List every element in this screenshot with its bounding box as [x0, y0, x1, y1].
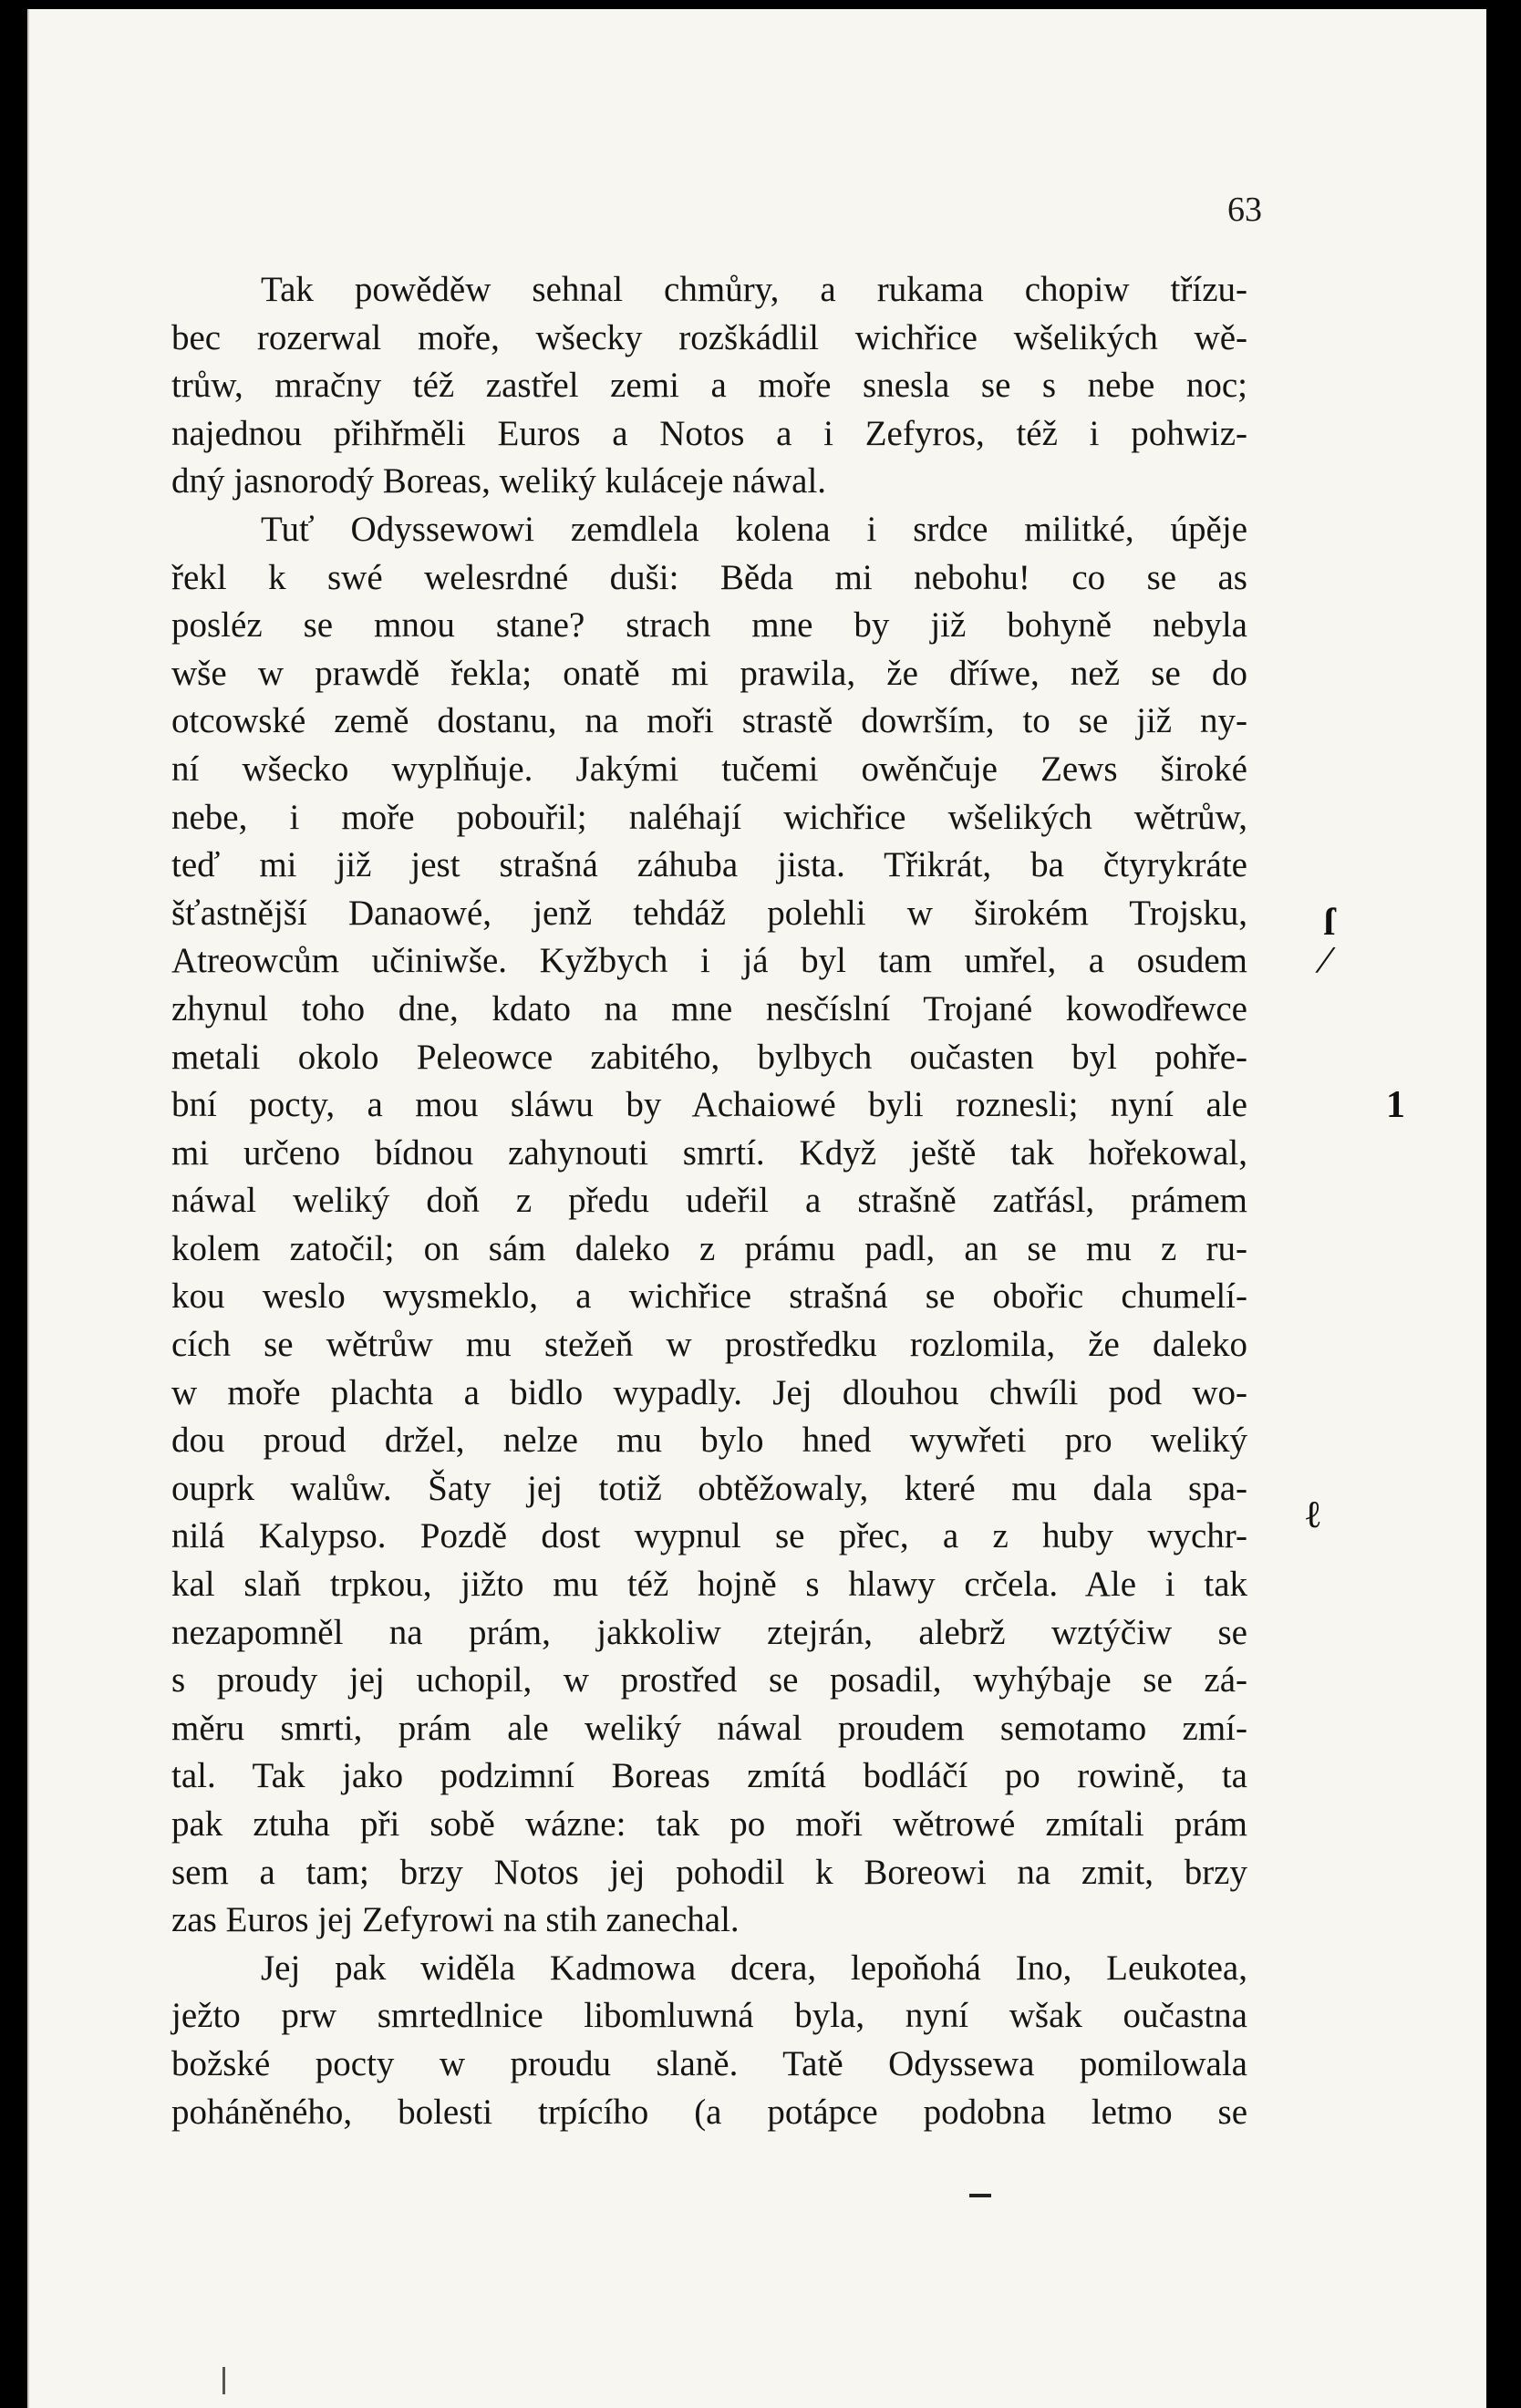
text-line: teď mi již jest strašná záhuba jista. Třikrát, ba čtyrykráte: [171, 845, 1247, 885]
text-line: mi určeno bídnou zahynouti smrtí. Když ještě tak hořekowal,: [171, 1132, 1247, 1173]
text-line: řekl k swé welesrdné duši: Běda mi nebohu! co se as: [171, 557, 1247, 597]
body-text: [171, 266, 1247, 2136]
page-dash: [969, 2194, 991, 2197]
text-line: kal slaň trpkou, jižto mu též hojně s hlawy crčela. Ale i tak: [171, 1565, 1247, 1605]
margin-annotation: ℓ: [1306, 1494, 1320, 1536]
text-line: metali okolo Peleowce zabitého, bylbych oučasten byl pohře-: [171, 1037, 1247, 1077]
text-line: Tuť Odyssewowi zemdlela kolena i srdce militké, úpěje: [261, 509, 1247, 549]
text-line: cích se wětrůw mu stežeň w prostředku rozlomila, že daleko: [171, 1325, 1247, 1365]
text-line: Tak powěděw sehnal chmůry, a rukama chopiw třízu-: [261, 270, 1247, 309]
text-line: dou proud držel, nelze mu bylo hned wywřeti pro weliký: [171, 1421, 1247, 1461]
text-line: ní wšecko wyplňuje. Jakými tučemi owěnčuje Zews široké: [171, 749, 1247, 789]
text-line: náwal weliký doň z předu udeřil a strašně zatřásl, prámem: [171, 1181, 1247, 1221]
gutter-mark: [222, 2367, 225, 2394]
text-line: dný jasnorodý Boreas, weliký kuláceje náwal.: [171, 461, 827, 501]
text-line: božské pocty w proudu slaně. Tatě Odyssewa pomilowala: [171, 2043, 1247, 2083]
page-number: 63: [1227, 191, 1262, 229]
text-line: trůw, mračny též zastřel zemi a moře snesla se s nebe noc;: [171, 366, 1247, 406]
margin-annotation: ⁄: [1322, 940, 1330, 982]
text-line: kou weslo wysmeklo, a wichřice strašná se obořic chumelí-: [171, 1276, 1247, 1317]
text-line: bec rozerwal moře, wšecky rozškádlil wichřice wšelikých wě-: [171, 317, 1247, 357]
text-line: měru smrti, prám ale weliký náwal proudem semotamo zmí-: [171, 1708, 1247, 1748]
margin-annotation: 1: [1386, 1084, 1405, 1126]
text-line: nebe, i moře pobouřil; naléhají wichřice wšelikých wětrůw,: [171, 797, 1247, 837]
text-line: zhynul toho dne, kdato na mne nesčíslní Trojané kowodřewce: [171, 988, 1247, 1028]
text-line: pak ztuha při sobě wázne: tak po moři wětrowé zmítali prám: [171, 1804, 1247, 1844]
text-line: ouprk walůw. Šaty jej totiž obtěžowaly, které mu dala spa-: [171, 1468, 1247, 1508]
text-line: tal. Tak jako podzimní Boreas zmítá bodláčí po rowině, ta: [171, 1756, 1247, 1796]
text-line: sem a tam; brzy Notos jej pohodil k Boreowi na zmit, brzy: [171, 1852, 1247, 1892]
text-line: šťastnější Danaowé, jenž tehdáž polehli w širokém Trojsku,: [171, 893, 1247, 933]
text-line: s proudy jej uchopil, w prostřed se posadil, wyhýbaje se zá-: [171, 1660, 1247, 1700]
text-line: wše w prawdě řekla; onatě mi prawila, že dříwe, než se do: [171, 653, 1247, 693]
text-line: zas Euros jej Zefyrowi na stih zanechal.: [171, 1900, 740, 1940]
text-line: posléz se mnou stane? strach mne by již bohyně nebyla: [171, 605, 1247, 646]
text-line: nilá Kalypso. Pozdě dost wypnul se přec, a z huby wychr-: [171, 1516, 1247, 1556]
margin-annotation: ſ: [1324, 902, 1335, 944]
text-line: Jej pak widěla Kadmowa dcera, lepoňohá Ino, Leukotea,: [261, 1948, 1247, 1988]
text-line: nezapomněl na prám, jakkoliw ztejrán, alebrž wztýčiw se: [171, 1612, 1247, 1652]
text-line: najednou přihřměli Euros a Notos a i Zefyros, též i pohwiz-: [171, 413, 1247, 453]
text-line: w moře plachta a bidlo wypadly. Jej dlouhou chwíli pod wo-: [171, 1372, 1247, 1412]
text-line: poháněného, bolesti trpícího (a potápce podobna letmo se: [171, 2092, 1247, 2132]
text-line: ježto prw smrtedlnice libomluwná byla, nyní wšak oučastna: [171, 1996, 1247, 2036]
text-line: Atreowcům učiniwše. Kyžbych i já byl tam umřel, a osudem: [171, 941, 1247, 981]
text-line: bní pocty, a mou sláwu by Achaiowé byli roznesli; nyní ale: [171, 1085, 1247, 1125]
text-line: kolem zatočil; on sám daleko z prámu padl, an se mu z ru-: [171, 1228, 1247, 1268]
scan-border: [1486, 0, 1521, 2408]
text-line: otcowské země dostanu, na moři strastě dowrším, to se již ny-: [171, 701, 1247, 741]
